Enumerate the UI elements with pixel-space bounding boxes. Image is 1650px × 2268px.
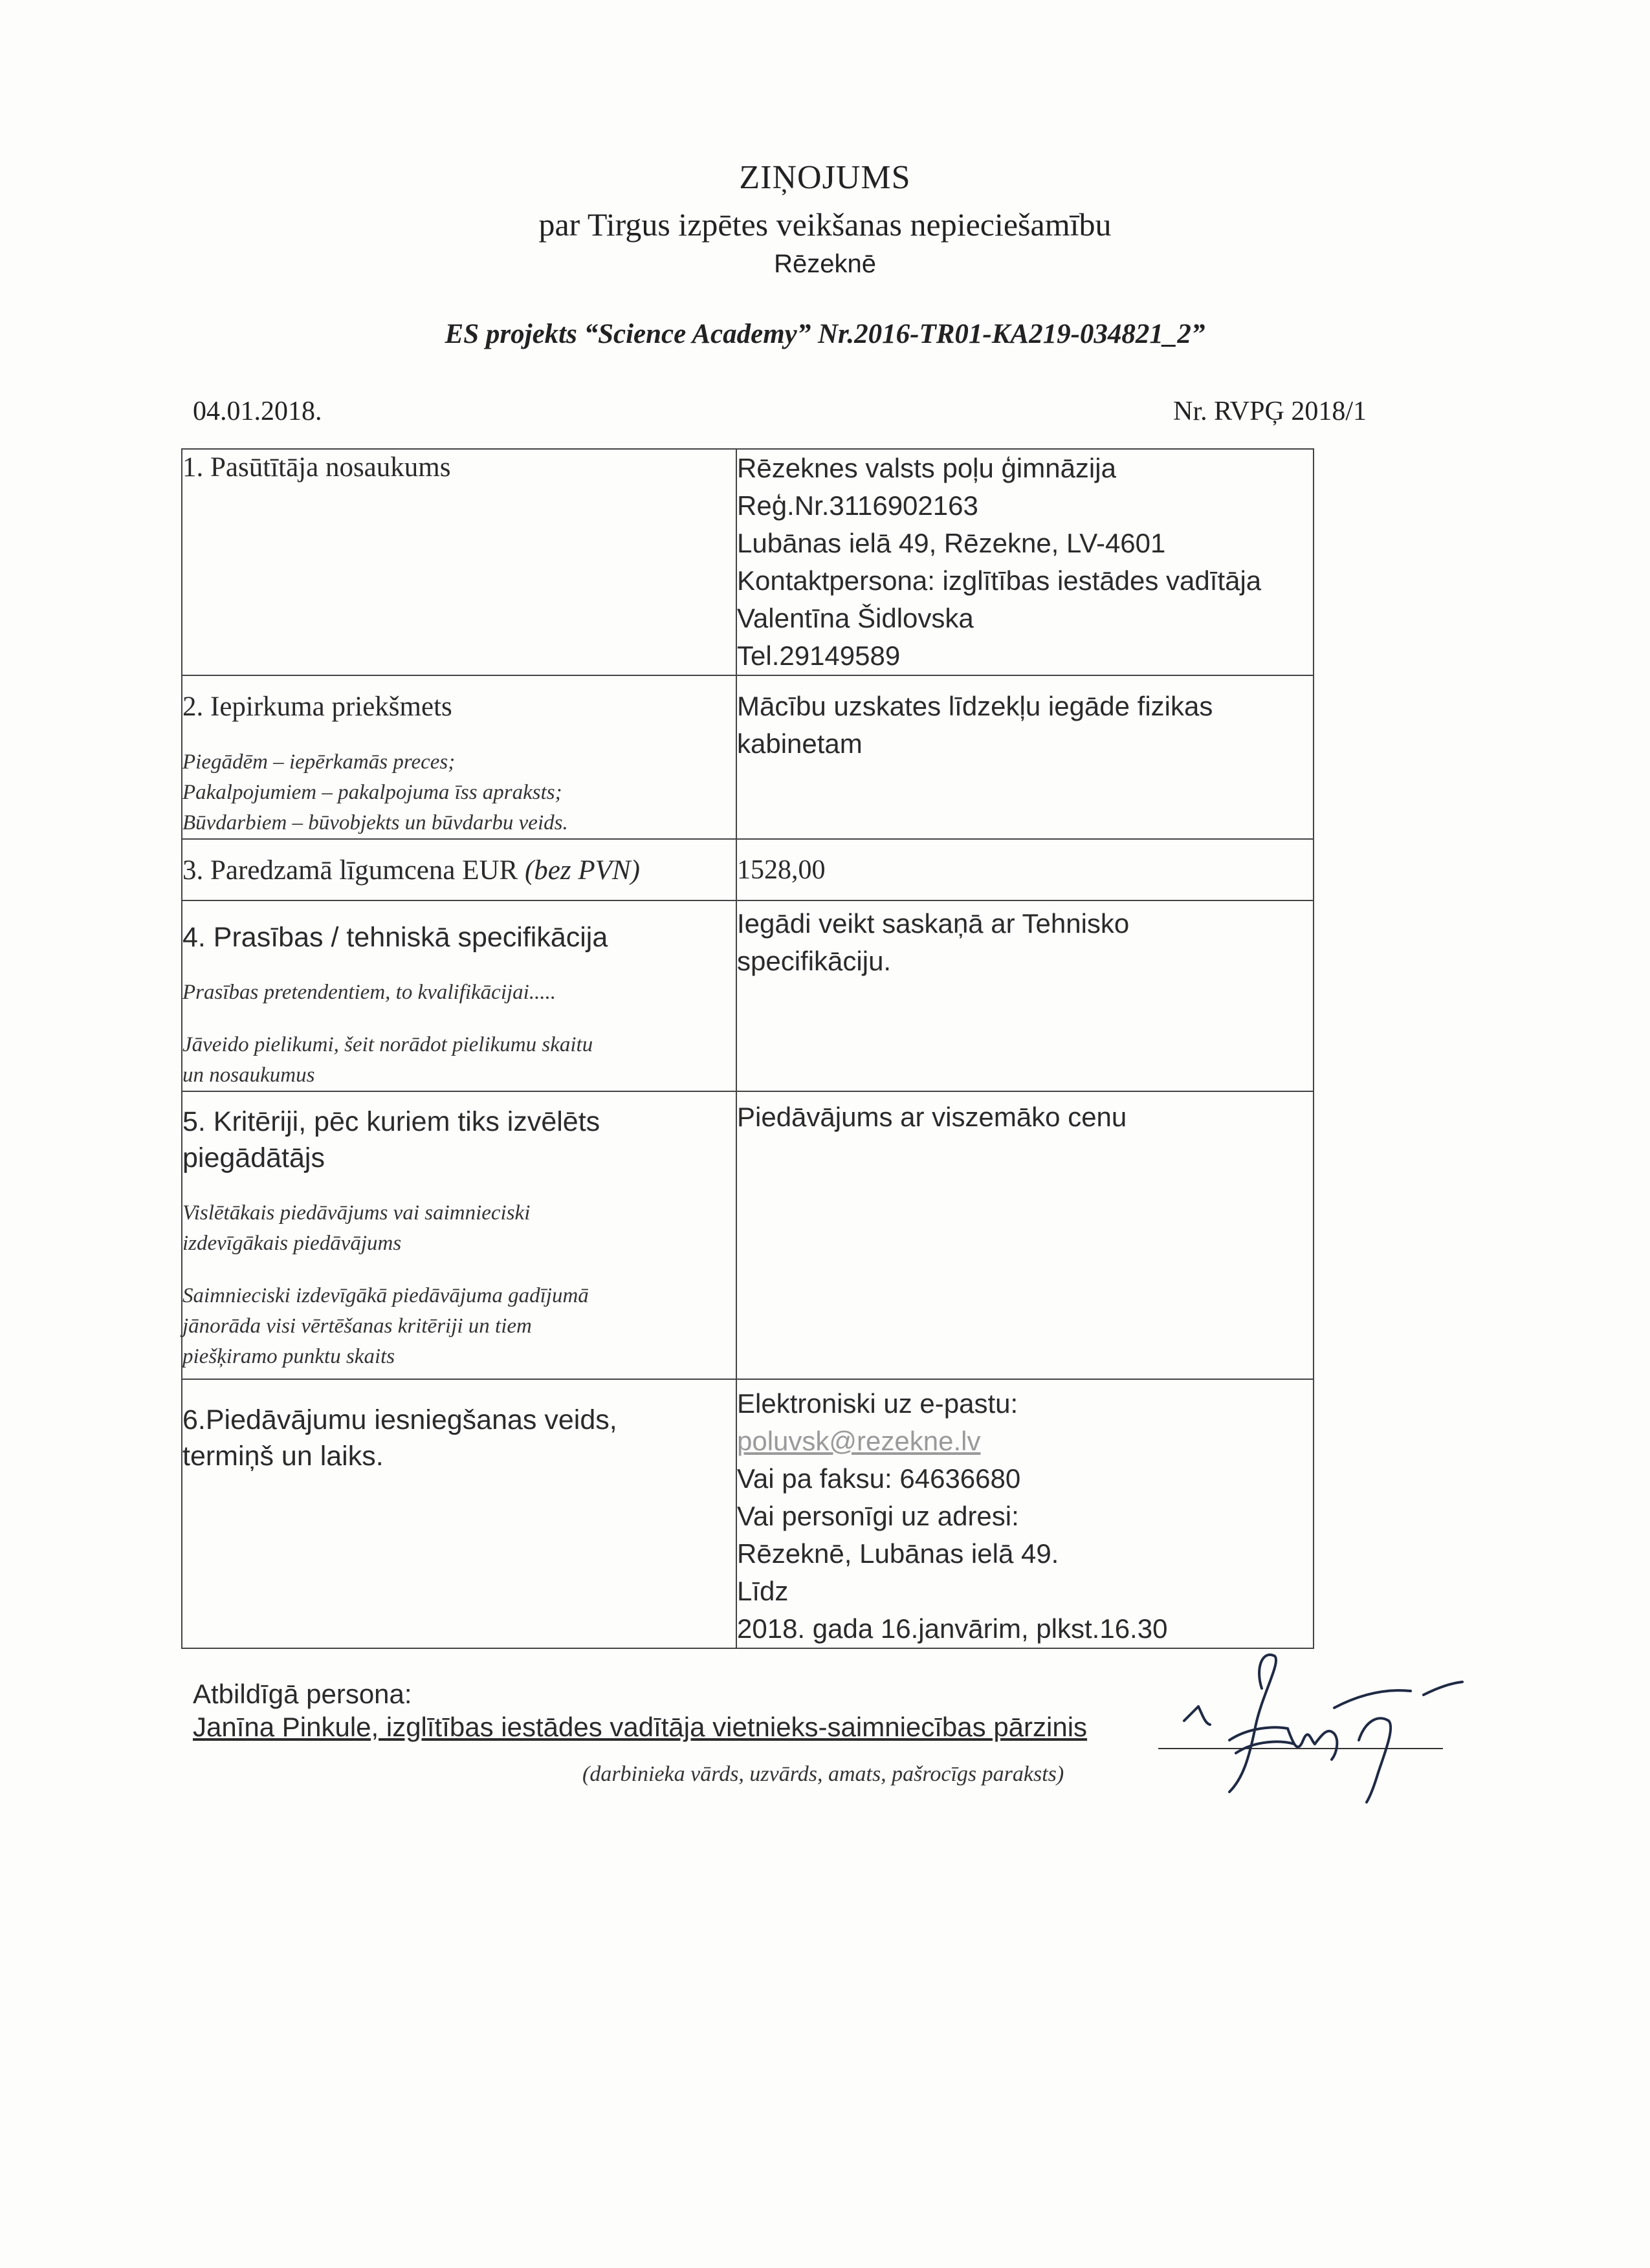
row-label-cell	[182, 675, 736, 839]
row-label: 4. Prasības / tehniskā specifikācija	[182, 922, 608, 953]
value-line: Valentīna Šidlovska	[737, 603, 974, 633]
row-note: Vislētākais piedāvājums vai saimnieciski	[182, 1201, 531, 1225]
value-line: specifikāciju.	[737, 946, 892, 976]
value-line: Mācību uzskates līdzekļu iegāde fizikas	[737, 691, 1213, 721]
row-label-cell	[182, 839, 736, 900]
value-line: Rēzeknes valsts poļu ģimnāzija	[737, 453, 1116, 483]
row-label: 6.Piedāvājumu iesniegšanas veids,	[182, 1404, 617, 1435]
responsible-name: Janīna Pinkule, izglītības iestādes vadītāja vietnieks-saimniecības pārzinis	[193, 1712, 1088, 1742]
row-note: Jāveido pielikumi, šeit norādot pielikumu skaitu	[182, 1033, 593, 1056]
price-label-vat: (bez PVN)	[524, 855, 640, 886]
row-value-cell	[736, 1091, 1314, 1379]
document-subtitle: par Tirgus izpētes veikšanas nepieciešamību	[538, 206, 1112, 243]
value-line: Tel.29149589	[737, 640, 901, 671]
row-note: Prasības pretendentiem, to kvalifikācijai.....	[182, 981, 556, 1004]
document-number: Nr. RVPĢ 2018/1	[1173, 397, 1367, 426]
value-line: kabinetam	[737, 728, 863, 759]
row-note: Pakalpojumiem – pakalpojuma īss apraksts;	[182, 781, 562, 804]
row-label-cell	[182, 449, 736, 675]
value-line: Iegādi veikt saskaņā ar Tehnisko	[737, 908, 1130, 939]
row-label: 5. Kritēriji, pēc kuriem tiks izvēlēts	[182, 1106, 600, 1137]
row-label: termiņš un laiks.	[182, 1441, 384, 1472]
estimated-price: 1528,00	[737, 855, 826, 885]
document-city: Rēzeknē	[774, 250, 876, 278]
project-reference: ES projekts “Science Academy” Nr.2016-TR01-KA219-034821_2”	[445, 319, 1205, 349]
value-line: Kontaktpersona: izglītības iestādes vadītāja	[737, 565, 1262, 596]
row-value-cell	[736, 449, 1314, 675]
document-title: ZIŅOJUMS	[739, 159, 911, 196]
responsible-label: Atbildīgā persona:	[193, 1679, 412, 1709]
value-line: Vai personīgi uz adresi:	[737, 1501, 1019, 1531]
value-line: Elektroniski uz e-pastu:	[737, 1388, 1018, 1419]
row-label: 2. Iepirkuma priekšmets	[182, 692, 452, 722]
value-line: Reģ.Nr.3116902163	[737, 490, 978, 521]
value-line: Lubānas ielā 49, Rēzekne, LV-4601	[737, 528, 1166, 558]
row-note: un nosaukumus	[182, 1063, 315, 1087]
handwritten-signature	[1165, 1643, 1475, 1811]
table-row	[182, 1091, 1314, 1379]
row-label-cell	[182, 1091, 736, 1379]
row-value-cell	[736, 675, 1314, 839]
table-row	[182, 900, 1314, 1091]
value-line: 2018. gada 16.janvārim, plkst.16.30	[737, 1613, 1168, 1644]
table-row	[182, 449, 1314, 675]
row-label-cell	[182, 1379, 736, 1648]
row-label-cell	[182, 900, 736, 1091]
value-line: Vai pa faksu: 64636680	[737, 1463, 1021, 1494]
row-value-cell	[736, 839, 1314, 900]
email-link[interactable]: poluvsk@rezekne.lv	[737, 1426, 981, 1456]
table-row	[182, 675, 1314, 839]
row-note: izdevīgākais piedāvājums	[182, 1232, 402, 1255]
value-line: Rēzeknē, Lubānas ielā 49.	[737, 1538, 1059, 1569]
row-label: 1. Pasūtītāja nosaukums	[182, 452, 451, 483]
report-table	[181, 448, 1314, 1649]
row-label	[182, 853, 736, 889]
table-row	[182, 839, 1314, 900]
document-date: 04.01.2018.	[193, 397, 322, 426]
row-value-cell	[736, 900, 1314, 1091]
row-note: Saimnieciski izdevīgākā piedāvājuma gadījumā	[182, 1284, 589, 1307]
value-line: Piedāvājums ar viszemāko cenu	[737, 1102, 1127, 1132]
price-label: 3. Paredzamā līgumcena EUR	[182, 855, 518, 886]
row-note: piešķiramo punktu skaits	[182, 1345, 395, 1368]
row-note: jānorāda visi vērtēšanas kritēriji un tiem	[182, 1314, 532, 1338]
row-label: piegādātājs	[182, 1142, 325, 1173]
row-value-cell	[736, 1379, 1314, 1648]
row-note: Piegādēm – iepērkamās preces;	[182, 750, 456, 774]
row-note: Būvdarbiem – būvobjekts un būvdarbu veids.	[182, 811, 568, 834]
value-line: Līdz	[737, 1576, 789, 1606]
table-row	[182, 1379, 1314, 1648]
signature-caption: (darbinieka vārds, uzvārds, amats, pašrocīgs paraksts)	[582, 1762, 1064, 1786]
